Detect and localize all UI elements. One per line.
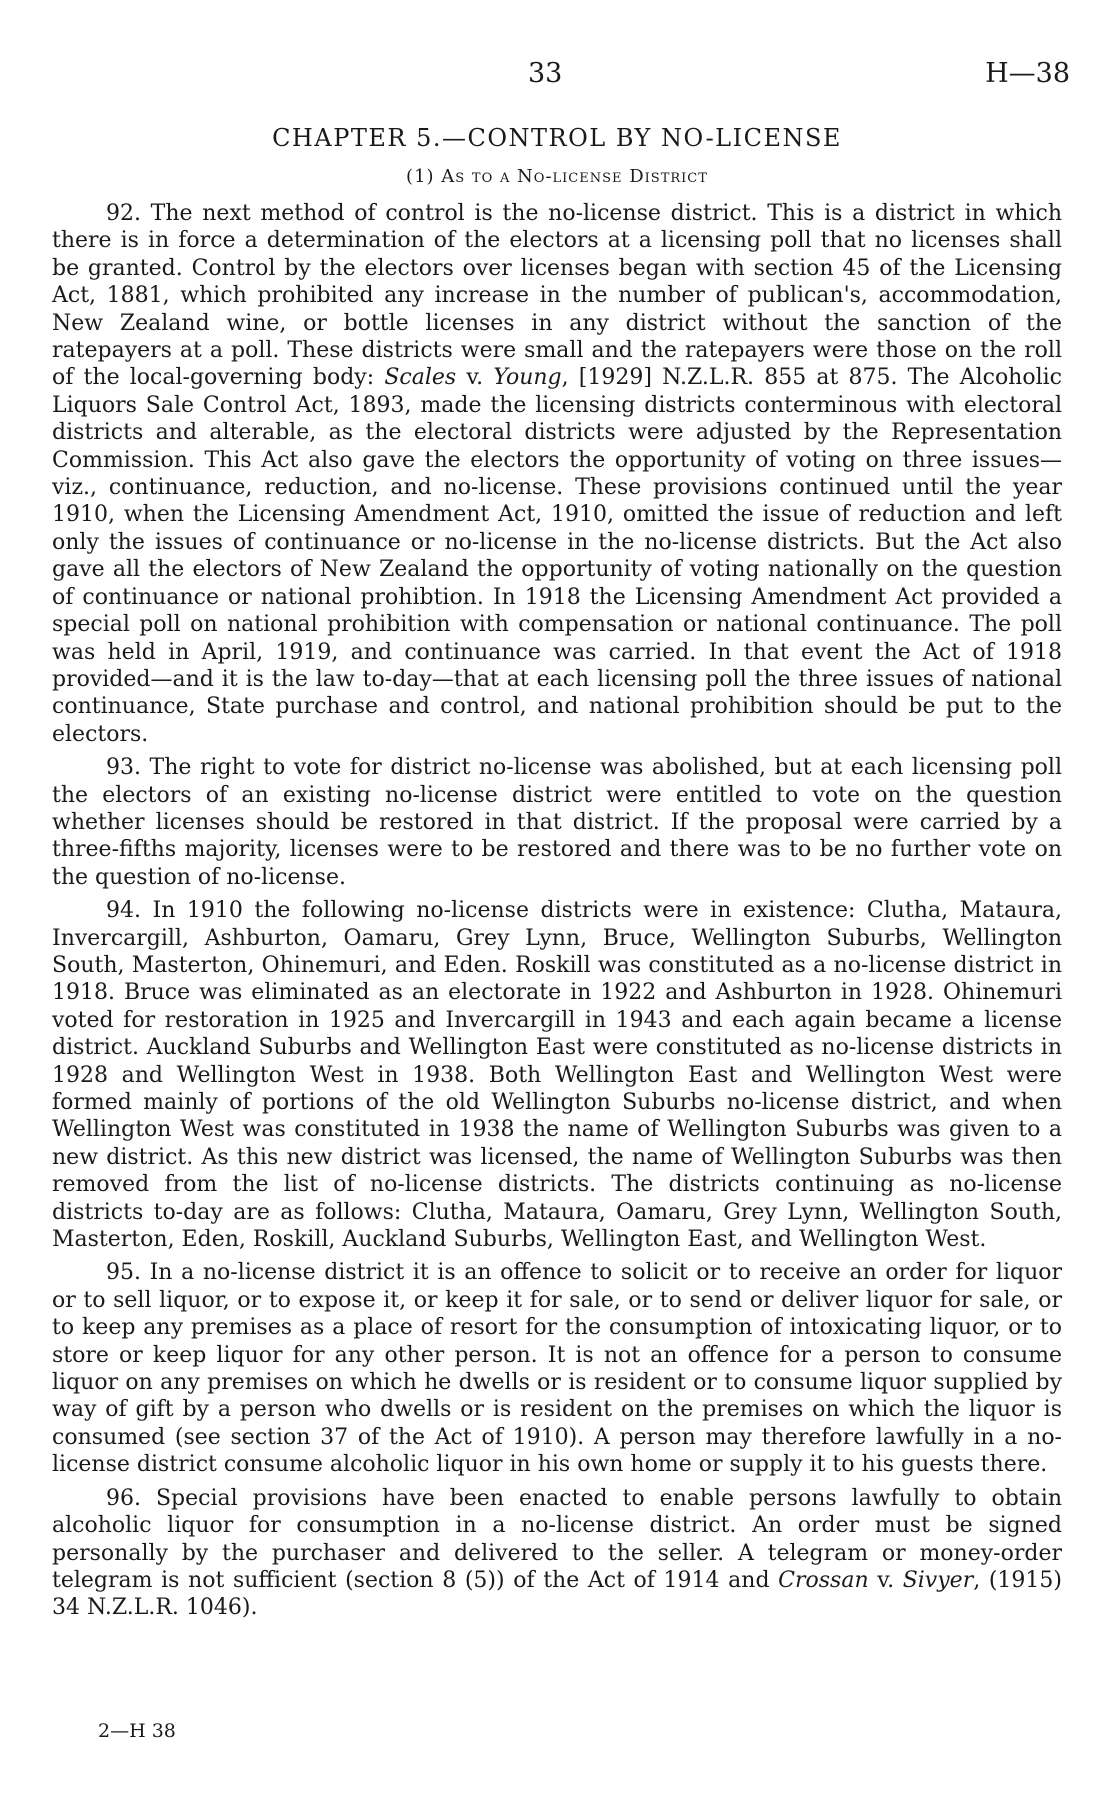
paragraph-text: 96. Special provisions have been enacted to enable persons lawfully to obtain alcoholic liquor for consumption in a no-license district. An order must be signed personally by the purchaser and delivered to the seller. A telegram or money-order telegram is not sufficient (section 8 (5)) of the Act of 1914 and: [52, 1485, 1062, 1593]
case-versus: v.: [868, 1567, 903, 1593]
paragraph-text: 95. In a no-license district it is an offence to solicit or to receive an order for liquor or to sell liquor, or to expose it, or keep it for sale, or to send or deliver liquor for sale, or to keep any premises as a place of resort for the consumption of intoxicating liquor, or to store or keep liquor for any other person. It is not an offence for a person to consume liquor on any premises on which he dwells or is resident or to consume liquor supplied by way of gift by a person who dwells or is resident on the premises on which the liquor is consumed (see section 37 of the Act of 1910). A person may therefore lawfully in a no-license district consume alcoholic liquor in his own home or supply it to his guests there.: [52, 1260, 1062, 1478]
paragraph-text: 94. In 1910 the following no-license districts were in existence: Clutha, Mataura, Invercargill, Ashburton, Oamaru, Grey Lynn, Bruce, Wellington Suburbs, Wellington South, Masterton, Ohinemuri, and Eden. Roskill was constituted as a no-license district in 1918. Bruce was eliminated as an electorate in 1922 and Ashburton in 1928. Ohinemuri voted for restoration in 1925 and Invercargill in 1943 and each again became a license district. Auckland Suburbs and Wellington East were constituted as no-license districts in 1928 and Wellington West in 1938. Both Wellington East and Wellington West were formed mainly of portions of the old Wellington Suburbs no-license district, and when Wellington West was constituted in 1938 the name of Wellington Suburbs was given to a new district. As this new district was licensed, the name of Wellington Suburbs was then removed from the list of no-license districts. The districts continuing as no-license districts to-day are as follows: Clutha, Mataura, Oamaru, Grey Lynn, Wellington South, Masterton, Eden, Roskill, Auckland Suburbs, Wellington East, and Wellington West.: [52, 898, 1062, 1253]
paragraph-96: [52, 1485, 1062, 1622]
paragraph-94: [52, 897, 1062, 1253]
chapter-title: CHAPTER 5.—CONTROL BY NO-LICENSE: [272, 124, 842, 152]
document-code: H—38: [985, 58, 1070, 89]
paragraph-text: , [1929] N.Z.L.R. 855 at 875. The Alcoholic Liquors Sale Control Act, 1893, made the licensing districts conterminous with electoral districts and alterable, as the electoral districts were adjusted by the Representation Commission. This Act also gave the electors the opportunity of voting on three issues—viz., continuance, reduction, and no-license. These provisions continued until the year 1910, when the Licensing Amendment Act, 1910, omitted the issue of reduction and left only the issues of continuance or no-license in the no-license districts. But the Act also gave all the electors of New Zealand the opportunity of voting nationally on the question of continuance or national prohibtion. In 1918 the Licensing Amendment Act provided a special poll on national prohibition with compensation or national continuance. The poll was held in April, 1919, and continuance was carried. In that event the Act of 1918 provided—and it is the law to-day—that at each licensing poll the three issues of national continuance, State purchase and control, and national prohibition should be put to the electors.: [52, 365, 1062, 747]
paragraph-93: [52, 754, 1062, 891]
paragraph-92: [52, 200, 1062, 748]
page-number: 33: [528, 58, 563, 89]
case-name: Sivyer: [902, 1567, 974, 1593]
case-name: Crossan: [778, 1567, 869, 1593]
case-name: Scales: [384, 365, 457, 391]
paragraph-text: 92. The next method of control is the no-license district. This is a district in which there is in force a determination of the electors at a licensing poll that no licenses shall be granted. Control by the electors over licenses began with section 45 of the Licensing Act, 1881, which prohibited any increase in the number of publican's, accommodation, New Zealand wine, or bottle licenses in any district without the sanction of the ratepayers at a poll. These districts were small and the ratepayers were those on the roll of the local-governing body:: [52, 201, 1062, 391]
paragraph-text: , (1915) 34 N.Z.L.R. 1046).: [52, 1567, 1062, 1621]
section-heading: (1) As to a No-license District: [406, 166, 708, 187]
body-text: [52, 200, 1062, 1628]
paragraph-95: [52, 1259, 1062, 1478]
case-versus: v.: [456, 365, 494, 391]
paragraph-text: 93. The right to vote for district no-license was abolished, but at each licensing poll the electors of an existing no-license district were entitled to vote on the question whether licenses should be restored in that district. If the proposal were carried by a three-fifths majority, licenses were to be restored and there was to be no further vote on the question of no-license.: [52, 755, 1062, 890]
case-name: Young: [493, 365, 562, 391]
footer-code: 2—H 38: [98, 1720, 176, 1742]
